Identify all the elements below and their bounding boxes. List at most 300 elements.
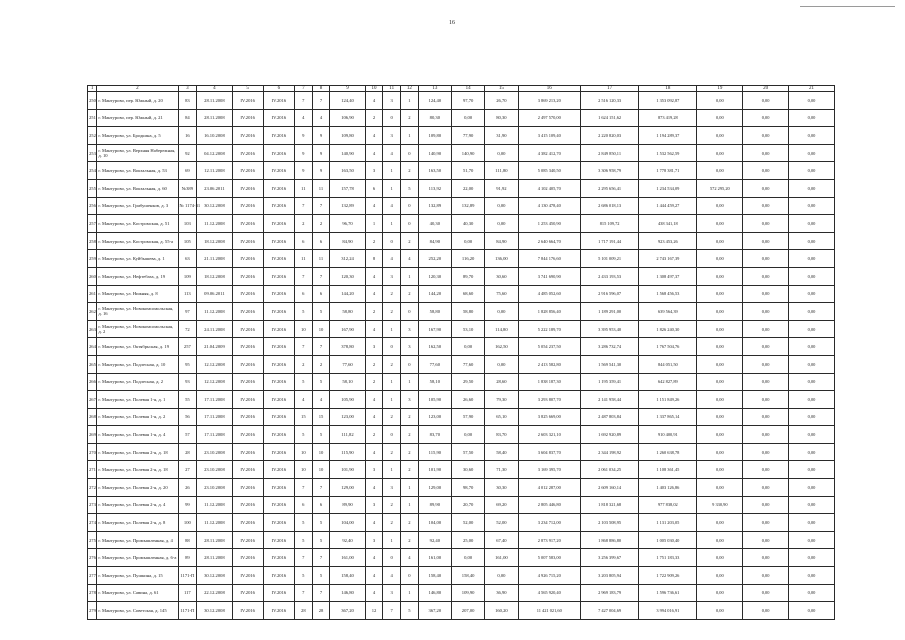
table-cell: 0,00 <box>697 162 743 180</box>
table-cell: IV.2016 <box>263 250 294 268</box>
table-cell: 0 <box>401 144 419 162</box>
table-cell: 116,20 <box>451 250 484 268</box>
table-cell: 17.11.2008 <box>197 391 232 409</box>
table-cell: 113,92 <box>418 179 451 197</box>
table-cell: 4 <box>365 127 383 145</box>
table-cell: 0 <box>383 232 401 250</box>
table-cell: 53,10 <box>451 320 484 338</box>
table-cell: 11 421 021,60 <box>518 602 580 620</box>
table-cell: 2 413 582,80 <box>518 355 580 373</box>
table-cell: 0 <box>383 338 401 356</box>
table-cell: IV.2016 <box>263 162 294 180</box>
table-cell: 7 844 176,60 <box>518 250 580 268</box>
table-cell: 4 <box>365 408 383 426</box>
table-cell: 30.12.2008 <box>197 197 232 215</box>
table-cell: 3 <box>383 92 401 110</box>
column-number-cell: 1 <box>88 86 97 92</box>
row-number-cell: 255 <box>88 179 97 197</box>
table-row <box>88 408 835 426</box>
table-cell: 1 532 562,59 <box>639 144 697 162</box>
table-cell: 7 <box>383 602 401 620</box>
table-cell: 123,00 <box>330 408 365 426</box>
row-number-cell: 253 <box>88 144 97 162</box>
table-cell: 0,00 <box>697 602 743 620</box>
table-cell: 0,00 <box>743 355 789 373</box>
table-cell: 69 <box>178 162 197 180</box>
table-cell: 24.11.2008 <box>197 320 232 338</box>
table-cell: 4 565 920,40 <box>518 584 580 602</box>
table-cell: 2 <box>365 303 383 321</box>
table-cell: 5 <box>294 426 312 444</box>
table-cell: IV.2016 <box>263 144 294 162</box>
row-number-cell: 252 <box>88 127 97 145</box>
row-number-cell: 250 <box>88 92 97 110</box>
table-row <box>88 127 835 145</box>
table-cell: IV.2016 <box>232 391 263 409</box>
table-cell: 89,70 <box>451 267 484 285</box>
table-cell: 12.11.2008 <box>197 162 232 180</box>
table-cell: 0,00 <box>789 197 835 215</box>
table-cell: 9 <box>312 144 330 162</box>
table-cell: 157,78 <box>330 179 365 197</box>
table-cell: 977 838,02 <box>639 496 697 514</box>
table-cell: 7 427 004,69 <box>580 602 638 620</box>
table-cell: 0,00 <box>697 232 743 250</box>
table-cell: 0,00 <box>743 232 789 250</box>
table-cell: 3 741 690,90 <box>518 267 580 285</box>
table-cell: 4 <box>365 144 383 162</box>
row-number-cell: 267 <box>88 391 97 409</box>
table-cell: 5 222 189,70 <box>518 320 580 338</box>
table-cell: 57,50 <box>451 443 484 461</box>
table-cell: 3 <box>365 496 383 514</box>
address-cell: г. Мантурово, ул. Полевая 1-я, д. 1 <box>97 391 178 409</box>
table-cell: 23.10.2008 <box>197 443 232 461</box>
table-cell: 5 007 583,00 <box>518 549 580 567</box>
table-cell: 115,90 <box>418 443 451 461</box>
table-cell: 105,90 <box>330 391 365 409</box>
table-cell: 3 <box>365 531 383 549</box>
table-cell: 7 <box>312 584 330 602</box>
table-cell: 3 994 016,91 <box>639 602 697 620</box>
table-cell: 2 220 820,03 <box>580 127 638 145</box>
table-cell: 40,30 <box>451 215 484 233</box>
table-cell: 77,60 <box>451 355 484 373</box>
table-cell: 106,90 <box>330 109 365 127</box>
column-number-cell: 18 <box>639 86 697 92</box>
table-cell: 109 <box>178 267 197 285</box>
table-cell: 6 <box>312 496 330 514</box>
table-cell: 2 <box>365 232 383 250</box>
table-cell: 0,00 <box>743 408 789 426</box>
row-number-cell: 262 <box>88 303 97 321</box>
table-cell: 6 <box>312 232 330 250</box>
address-cell: г. Мантурово, пер. Южный, д. 20 <box>97 92 178 110</box>
table-cell: 1 108 361,45 <box>639 461 697 479</box>
address-cell: г. Мантурово, ул. Промышленная, д. 6-а <box>97 549 178 567</box>
table-cell: 0,00 <box>789 408 835 426</box>
table-cell: IV.2016 <box>263 584 294 602</box>
address-cell: г. Мантурово, ул. Нефтебаза, д. 19 <box>97 267 178 285</box>
table-cell: 3 306 958,79 <box>580 162 638 180</box>
table-cell: 2 <box>383 514 401 532</box>
table-cell: IV.2016 <box>232 479 263 497</box>
table-cell: 3 395 953,40 <box>580 320 638 338</box>
table-cell: 923 453,26 <box>639 232 697 250</box>
row-number-cell: 278 <box>88 584 97 602</box>
table-cell: 0,00 <box>789 92 835 110</box>
table-cell: 109,80 <box>418 127 451 145</box>
table-cell: 2 <box>401 285 419 303</box>
table-cell: 0,00 <box>789 479 835 497</box>
table-cell: 0,00 <box>743 549 789 567</box>
table-cell: 0,00 <box>743 496 789 514</box>
table-cell: IV.2016 <box>232 496 263 514</box>
table-cell: 3 293 807,70 <box>518 391 580 409</box>
table-cell: 75,60 <box>485 285 518 303</box>
table-cell: IV.2016 <box>263 285 294 303</box>
table-cell: 0 <box>401 303 419 321</box>
table-cell: № 1174-31 <box>178 197 197 215</box>
table-cell: 65,10 <box>485 408 518 426</box>
table-cell: 84,90 <box>330 232 365 250</box>
address-cell: г. Мантурово, ул. Полевая 1-я, д. 2 <box>97 408 178 426</box>
table-cell: 67,40 <box>485 531 518 549</box>
table-cell: 2 <box>312 215 330 233</box>
table-row <box>88 426 835 444</box>
table-cell: 111,82 <box>330 426 365 444</box>
table-cell: 57 <box>178 426 197 444</box>
table-cell: 1 <box>383 373 401 391</box>
table-cell: 0,00 <box>743 567 789 585</box>
table-cell: 111,80 <box>485 162 518 180</box>
table-cell: 0,00 <box>697 320 743 338</box>
address-cell: г. Мантурово, ул. Вокзальная, д. 60 <box>97 179 178 197</box>
table-row <box>88 479 835 497</box>
address-cell: г. Мантурово, ул. Октябрьская, д. 19 <box>97 338 178 356</box>
table-cell: 0,00 <box>451 338 484 356</box>
table-cell: 0,00 <box>743 373 789 391</box>
table-cell: 83 <box>178 92 197 110</box>
table-cell: 0,00 <box>789 461 835 479</box>
table-cell: 1 234 534,09 <box>639 179 697 197</box>
table-cell: 5 <box>312 303 330 321</box>
table-cell: 6 <box>365 179 383 197</box>
table-cell: 0,00 <box>451 549 484 567</box>
table-cell: 120,30 <box>330 267 365 285</box>
table-cell: 0,00 <box>789 496 835 514</box>
address-cell: г. Мантурово, ул. Советская, д. 145 <box>97 602 178 620</box>
table-cell: 0 <box>383 549 401 567</box>
table-row <box>88 373 835 391</box>
table-cell: 2 805 446,80 <box>518 496 580 514</box>
column-number-cell: 12 <box>401 86 419 92</box>
table-cell: 639 564,39 <box>639 303 697 321</box>
table-cell: 11.12.2008 <box>197 215 232 233</box>
table-cell: 10 <box>294 461 312 479</box>
table-cell: 0,00 <box>697 461 743 479</box>
table-cell: 52,00 <box>485 514 518 532</box>
table-row <box>88 584 835 602</box>
page-number: 16 <box>449 20 455 26</box>
table-cell: 2 <box>312 355 330 373</box>
table-cell: 0,00 <box>743 179 789 197</box>
table-cell: 0,00 <box>743 461 789 479</box>
table-cell: 3 <box>365 338 383 356</box>
table-row <box>88 267 835 285</box>
table-cell: 4 <box>383 197 401 215</box>
column-number-cell: 8 <box>312 86 330 92</box>
table-cell: 15 <box>294 408 312 426</box>
table-cell: 58,40 <box>485 443 518 461</box>
table-cell: IV.2016 <box>263 443 294 461</box>
table-cell: 4 <box>365 514 383 532</box>
address-cell: г. Мантурово, ул. Полевая 2-я, д. 4 <box>97 496 178 514</box>
table-cell: 5 085 340,50 <box>518 162 580 180</box>
table-cell: 3 203 805,94 <box>580 567 638 585</box>
column-number-cell: 21 <box>789 86 835 92</box>
table-cell: 0,00 <box>789 355 835 373</box>
table-cell: 367,20 <box>418 602 451 620</box>
table-cell: 6 <box>312 285 330 303</box>
table-row <box>88 285 835 303</box>
table-cell: IV.2016 <box>263 531 294 549</box>
table-cell: 0,00 <box>697 355 743 373</box>
table-cell: IV.2016 <box>232 373 263 391</box>
table-cell: 815 109,72 <box>580 215 638 233</box>
table-cell: 84,90 <box>418 232 451 250</box>
table-cell: 1 308 497,37 <box>639 267 697 285</box>
address-cell: г. Мантурово, ул. Костромская, д. 51 <box>97 215 178 233</box>
table-cell: 0,00 <box>789 267 835 285</box>
table-cell: 1 444 459,27 <box>639 197 697 215</box>
table-cell: 25,00 <box>451 531 484 549</box>
table-cell: 0,00 <box>697 408 743 426</box>
table-cell: IV.2016 <box>232 144 263 162</box>
table-cell: 4 <box>365 267 383 285</box>
table-cell: 104,00 <box>418 514 451 532</box>
table-cell: 2 <box>401 461 419 479</box>
address-cell: г. Мантурово, ул. Куйбышева, д. 1 <box>97 250 178 268</box>
table-cell: 1 <box>401 127 419 145</box>
table-cell: IV.2016 <box>263 355 294 373</box>
address-cell: г. Мантурово, ул. Савина, д. 61 <box>97 584 178 602</box>
table-cell: 114,80 <box>485 320 518 338</box>
table-cell: 3 286 732,74 <box>580 338 638 356</box>
table-row <box>88 92 835 110</box>
address-cell: г. Мантурово, ул. Пушкина, д. 15 <box>97 567 178 585</box>
table-cell: IV.2016 <box>232 338 263 356</box>
table-cell: 7 <box>312 92 330 110</box>
table-cell: IV.2016 <box>232 215 263 233</box>
column-number-cell: 17 <box>580 86 638 92</box>
table-cell: 1 337 865,14 <box>639 408 697 426</box>
table-cell: 16.10.2008 <box>197 127 232 145</box>
row-number-cell: 263 <box>88 320 97 338</box>
table-cell: 3 <box>383 479 401 497</box>
table-cell: 0,00 <box>743 92 789 110</box>
table-cell: 140,90 <box>330 144 365 162</box>
table-cell: 56 <box>178 408 197 426</box>
table-cell: 4 102 405,70 <box>518 179 580 197</box>
table-cell: 11 <box>312 250 330 268</box>
row-number-cell: 261 <box>88 285 97 303</box>
address-cell: г. Мантурово, ул. Полевая 2-я, д. 8 <box>97 514 178 532</box>
table-cell: 8 <box>365 250 383 268</box>
table-cell: 3 <box>401 391 419 409</box>
table-cell: 10 <box>294 320 312 338</box>
table-cell: 99 <box>178 496 197 514</box>
table-cell: 0,00 <box>697 250 743 268</box>
table-cell: 1 <box>401 584 419 602</box>
table-row <box>88 549 835 567</box>
table-cell: 26 <box>178 479 197 497</box>
column-number-cell: 10 <box>365 86 383 92</box>
table-cell: IV.2016 <box>232 320 263 338</box>
table-cell: 124,40 <box>330 92 365 110</box>
table-cell: 144,20 <box>418 285 451 303</box>
table-cell: 2 <box>383 443 401 461</box>
table-cell: 11.12.2008 <box>197 496 232 514</box>
table-cell: 28.11.2008 <box>197 109 232 127</box>
table-cell: 103 <box>178 215 197 233</box>
table-cell: 0,00 <box>485 303 518 321</box>
table-cell: IV.2016 <box>232 531 263 549</box>
table-cell: 5 <box>294 567 312 585</box>
row-number-cell: 274 <box>88 514 97 532</box>
table-cell: 96,70 <box>330 215 365 233</box>
address-cell: г. Мантурово, ул. Вокзальная, д. 53 <box>97 162 178 180</box>
table-cell: 92 <box>178 144 197 162</box>
row-number-cell: 273 <box>88 496 97 514</box>
table-cell: 207,00 <box>451 602 484 620</box>
table-cell: 80,30 <box>485 109 518 127</box>
table-cell: 0,00 <box>697 514 743 532</box>
table-cell: 144,20 <box>330 285 365 303</box>
table-cell: 0,00 <box>789 426 835 444</box>
table-cell: 0,00 <box>697 109 743 127</box>
table-cell: 438 341,18 <box>639 215 697 233</box>
table-cell: 132,89 <box>451 197 484 215</box>
table-cell: 0,00 <box>697 479 743 497</box>
table-cell: 30.12.2008 <box>197 602 232 620</box>
table-cell: 2 849 850,11 <box>580 144 638 162</box>
table-cell: 2 103 508,95 <box>580 514 638 532</box>
table-cell: 5 <box>294 514 312 532</box>
table-cell: IV.2016 <box>263 320 294 338</box>
table-cell: 77,60 <box>330 355 365 373</box>
table-cell: 26,60 <box>451 391 484 409</box>
address-cell: г. Мантурово, ул. Верхняя Набережная, д. 10 <box>97 144 178 162</box>
table-row <box>88 602 835 620</box>
table-cell: 0,00 <box>697 197 743 215</box>
table-cell: 88 <box>178 531 197 549</box>
table-cell: 0,00 <box>743 514 789 532</box>
table-cell: 28 <box>312 602 330 620</box>
table-cell: 0,00 <box>697 285 743 303</box>
table-cell: 5 <box>312 514 330 532</box>
table-cell: 21.11.2008 <box>197 250 232 268</box>
table-cell: 5 054 237,50 <box>518 338 580 356</box>
table-cell: 0,00 <box>697 127 743 145</box>
table-cell: 2 <box>401 408 419 426</box>
table-cell: IV.2016 <box>232 443 263 461</box>
table-cell: 5 <box>312 426 330 444</box>
table-cell: 83,70 <box>485 426 518 444</box>
table-cell: 1171-П <box>178 602 197 620</box>
table-cell: 36,90 <box>485 584 518 602</box>
row-number-cell: 260 <box>88 267 97 285</box>
row-number-cell: 256 <box>88 197 97 215</box>
table-cell: 2 <box>383 303 401 321</box>
table-cell: 158,40 <box>418 567 451 585</box>
table-cell: 7 <box>312 549 330 567</box>
table-cell: 1 767 504,76 <box>639 338 697 356</box>
row-number-cell: 264 <box>88 338 97 356</box>
table-cell: IV.2016 <box>232 250 263 268</box>
table-row <box>88 197 835 215</box>
table-cell: IV.2016 <box>232 549 263 567</box>
table-cell: 0,00 <box>697 443 743 461</box>
table-cell: IV.2016 <box>232 162 263 180</box>
table-cell: 58,10 <box>418 373 451 391</box>
table-cell: 3 256 399,67 <box>580 549 638 567</box>
table-cell: 4 <box>365 584 383 602</box>
table-cell: 11 <box>312 179 330 197</box>
table-cell: 1 353 092,87 <box>639 92 697 110</box>
table-cell: 132,89 <box>418 197 451 215</box>
table-cell: 04.12.2008 <box>197 144 232 162</box>
table-cell: 115,90 <box>330 443 365 461</box>
table-cell: 1 568 456,53 <box>639 285 697 303</box>
table-cell: 30,30 <box>485 479 518 497</box>
table-row <box>88 144 835 162</box>
table-cell: 0,00 <box>697 267 743 285</box>
table-cell: 5 <box>312 373 330 391</box>
table-cell: 97,70 <box>451 92 484 110</box>
table-cell: 1 778 381,71 <box>639 162 697 180</box>
table-cell: 4 <box>401 549 419 567</box>
table-cell: 4 485 052,60 <box>518 285 580 303</box>
table-cell: 0,00 <box>451 232 484 250</box>
table-cell: 93 <box>178 373 197 391</box>
table-cell: 162,50 <box>418 338 451 356</box>
table-cell: 3 169 395,70 <box>518 461 580 479</box>
table-cell: №389 <box>178 179 197 197</box>
table-cell: 0,00 <box>743 479 789 497</box>
address-cell: г. Мантурово, ул. Подлесная, д. 2 <box>97 373 178 391</box>
table-cell: 10 <box>312 461 330 479</box>
table-cell: 98,70 <box>451 479 484 497</box>
row-number-cell: 272 <box>88 479 97 497</box>
table-cell: 1 818 321,68 <box>580 496 638 514</box>
table-row <box>88 320 835 338</box>
table-cell: 4 382 412,70 <box>518 144 580 162</box>
table-cell: 9 330,90 <box>697 496 743 514</box>
table-cell: 1 826 240,30 <box>639 320 697 338</box>
table-cell: IV.2016 <box>263 479 294 497</box>
table-cell: 1 <box>383 461 401 479</box>
table-cell: 0,00 <box>789 303 835 321</box>
table-cell: 4 <box>294 391 312 409</box>
table-cell: 1 <box>383 162 401 180</box>
table-cell: 4 <box>365 391 383 409</box>
column-number-cell: 15 <box>485 86 518 92</box>
table-cell: 367,20 <box>330 602 365 620</box>
table-cell: 2 <box>294 215 312 233</box>
table-cell: 1 253 450,90 <box>518 215 580 233</box>
table-cell: 140,90 <box>451 144 484 162</box>
